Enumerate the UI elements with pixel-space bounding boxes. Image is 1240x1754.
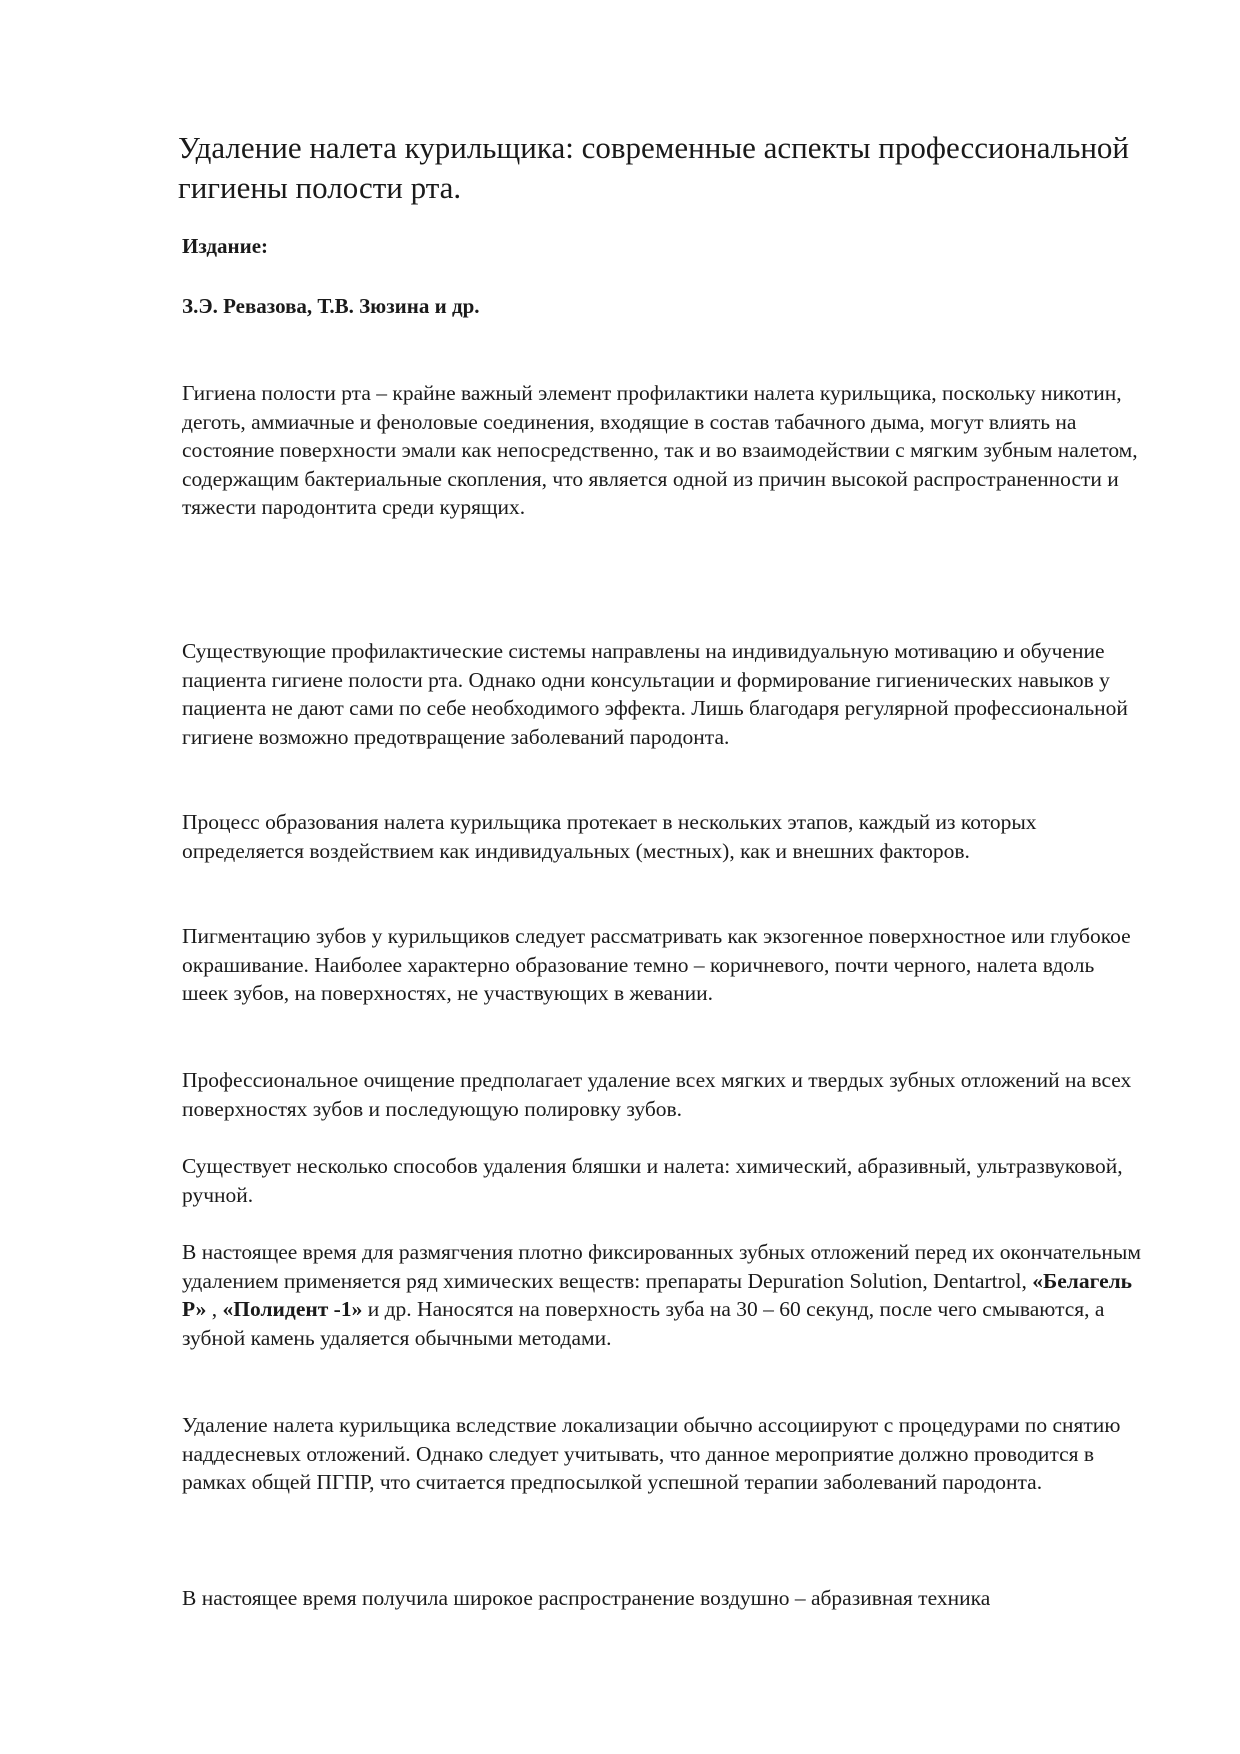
document-title: Удаление налета курильщика: современные аспекты профессиональной гигиены полости рта.: [178, 130, 1130, 205]
paragraph-plaque-formation: Процесс образования налета курильщика протекает в нескольких этапов, каждый из которых определяется воздействием как индивидуальных (местных), как и внешних факторов.: [182, 810, 1037, 863]
paragraph-smoker-plaque-removal: Удаление налета курильщика вследствие локализации обычно ассоциируют с процедурами по снятию наддесневых отложений. Однако следует учитывать, что данное мероприятие должно проводится в рамках общей ПГПР, что считается предпосылкой успешной терапии заболеваний пародонта.: [182, 1413, 1121, 1494]
paragraph-hygiene-importance: Гигиена полости рта – крайне важный элемент профилактики налета курильщика, поскольку никотин, деготь, аммиачные и феноловые соединения, входящие в состав табачного дыма, могут влиять на состояние поверхности эмали как непосредственно, так и во взаимодействии с мягким зубным налетом, содержащим бактериальные скопления, что является одной из причин высокой распространенности и тяжести пародонтита среди курящих.: [182, 381, 1138, 519]
paragraph-air-abrasive: В настоящее время получила широкое распространение воздушно – абразивная техника: [182, 1586, 991, 1610]
edition-label: Издание:: [182, 234, 269, 258]
product-belagel: «Белагель Р»: [182, 1268, 1133, 1321]
chemical-agents-text-1: В настоящее время для размягчения плотно фиксированных зубных отложений перед их окончательным удалением применяется ряд химических веществ: препараты Depuration Solution, Dentartrol,: [182, 1240, 1141, 1293]
chemical-agents-text-3: и др. Наносятся на поверхность зуба на 30 – 60 секунд, после чего смываются, а зубной камень удаляется обычными методами.: [182, 1297, 1105, 1350]
authors-line: З.Э. Ревазова, Т.В. Зюзина и др.: [182, 294, 480, 318]
paragraph-prophylactic-systems: Существующие профилактические системы направлены на индивидуальную мотивацию и обучение пациента гигиене полости рта. Однако одни консультации и формирование гигиенических навыков у пациента не дают сами по себе необходимого эффекта. Лишь благодаря регулярной профессиональной гигиене возможно предотвращение заболеваний пародонта.: [182, 639, 1128, 749]
product-polident: «Полидент -1»: [222, 1297, 363, 1321]
paragraph-pigmentation: Пигментацию зубов у курильщиков следует рассматривать как экзогенное поверхностное или глубокое окрашивание. Наиболее характерно образование темно – коричневого, почти черного, налета вдоль шеек зубов, на поверхностях, не участвующих в жевании.: [182, 924, 1131, 1005]
chemical-agents-text-2: ,: [206, 1297, 223, 1321]
paragraph-chemical-agents: [182, 1238, 1142, 1352]
paragraph-removal-methods: Существует несколько способов удаления бляшки и налета: химический, абразивный, ультразвуковой, ручной.: [182, 1154, 1123, 1207]
paragraph-professional-cleaning: Профессиональное очищение предполагает удаление всех мягких и твердых зубных отложений на всех поверхностях зубов и последующую полировку зубов.: [182, 1068, 1132, 1121]
